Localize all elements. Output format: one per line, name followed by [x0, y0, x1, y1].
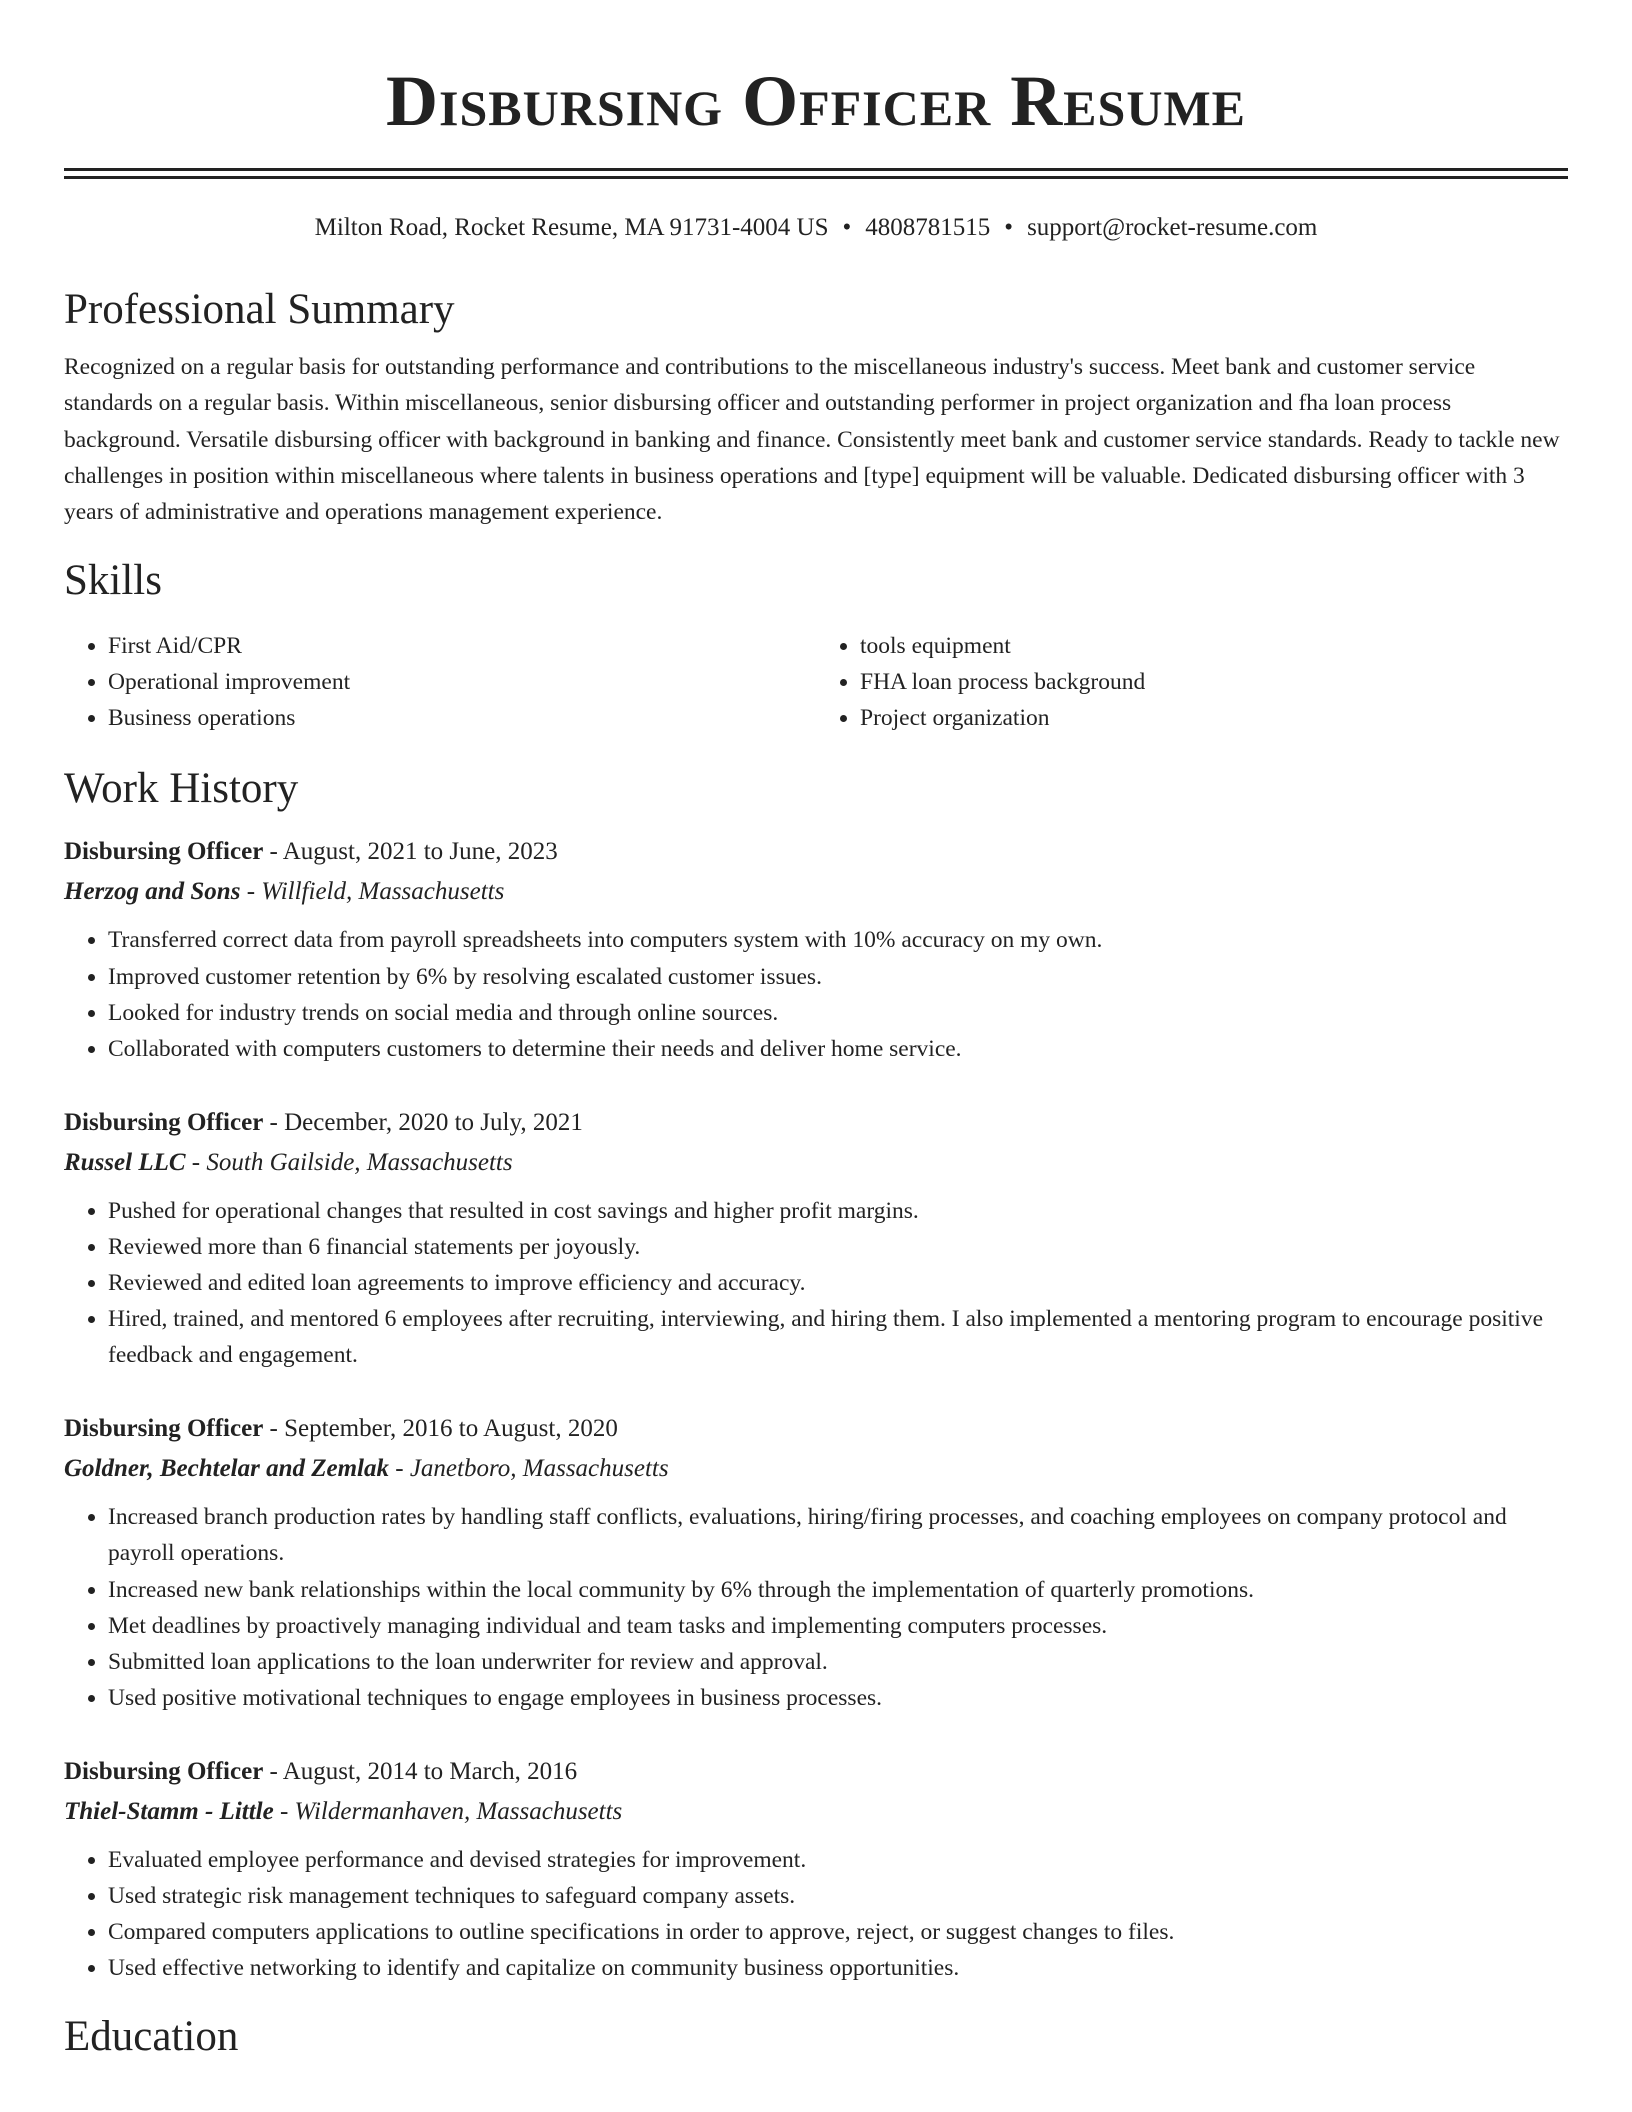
job-bullet: • Used strategic risk management techniques to safeguard company assets.: [108, 1878, 1568, 1914]
job-company-line: [64, 872, 1568, 912]
job-dates: - September, 2016 to August, 2020: [263, 1415, 618, 1443]
job-entry: [64, 1103, 1568, 1373]
job-role: Disbursing Officer: [64, 1415, 264, 1443]
work-history-heading: Work History: [64, 765, 299, 813]
job-location: - Wildermanhaven, Massachusetts: [273, 1797, 623, 1825]
job-bullet: • Used positive motivational techniques to engage employees in business processes.: [108, 1680, 1568, 1716]
skills-list: [64, 628, 1568, 736]
job-location: - Willfield, Massachusetts: [240, 878, 505, 906]
skill-item: • tools equipment: [860, 628, 1568, 664]
skill-item: • First Aid/CPR: [108, 628, 816, 664]
job-entry: [64, 1752, 1568, 1986]
job-bullet: • Collaborated with computers customers to determine their needs and deliver home service.: [108, 1031, 1568, 1067]
job-entry: [64, 832, 1568, 1066]
job-bullet: • Used effective networking to identify and capitalize on community business opportunities.: [108, 1950, 1568, 1986]
title-divider: [64, 168, 1568, 179]
summary-text: Recognized on a regular basis for outstanding performance and contributions to the miscellaneous industry's success. Meet bank and customer service standards on a regular basis. Within miscellaneous, senior disbursing officer and outstanding performer in project organization and fha loan process background. Versatile disbursing officer with background in banking and finance. Consistently meet bank and customer service standards. Ready to tackle new challenges in position within miscellaneous where talents in business operations and [type] equipment will be valuable. Dedicated disbursing officer with 3 years of administrative and operations management experience.: [64, 354, 1560, 526]
job-bullet: • Reviewed more than 6 financial statements per joyously.: [108, 1229, 1568, 1265]
skill-item: • Project organization: [860, 700, 1568, 736]
job-location: - Janetboro, Massachusetts: [389, 1455, 669, 1483]
job-role: Disbursing Officer: [64, 1108, 264, 1136]
skills-heading: Skills: [64, 557, 162, 605]
job-bullets: [64, 1499, 1568, 1716]
job-dates: - December, 2020 to July, 2021: [263, 1108, 583, 1136]
job-bullet: • Submitted loan applications to the loan underwriter for review and approval.: [108, 1644, 1568, 1680]
job-bullet: • Transferred correct data from payroll spreadsheets into computers system with 10% accuracy on my own.: [108, 922, 1568, 958]
job-company-line: [64, 1792, 1568, 1832]
contact-phone: 4808781515: [865, 214, 991, 241]
job-company: Herzog and Sons: [64, 878, 241, 906]
job-company: Thiel-Stamm - Little: [64, 1797, 274, 1825]
job-bullet: • Met deadlines by proactively managing individual and team tasks and implementing computers processes.: [108, 1608, 1568, 1644]
contact-line: [64, 213, 1568, 243]
job-bullet: • Increased branch production rates by handling staff conflicts, evaluations, hiring/firing processes, and coaching employees on company protocol and payroll operations.: [108, 1499, 1568, 1571]
skills-column-left: [64, 628, 816, 736]
summary-heading: Professional Summary: [64, 286, 455, 333]
job-bullet: • Reviewed and edited loan agreements to improve efficiency and accuracy.: [108, 1265, 1568, 1301]
job-bullet: • Looked for industry trends on social media and through online sources.: [108, 995, 1568, 1031]
job-dates: - August, 2021 to June, 2023: [263, 838, 558, 866]
job-bullet: • Hired, trained, and mentored 6 employees after recruiting, interviewing, and hiring them. I also implemented a mentoring program to encourage positive feedback and engagement.: [108, 1301, 1568, 1373]
education-heading: Education: [64, 2013, 239, 2061]
job-title-line: [64, 1103, 1568, 1143]
skills-column-right: [816, 628, 1568, 736]
skill-item: • Operational improvement: [108, 664, 816, 700]
job-company: Goldner, Bechtelar and Zemlak: [64, 1455, 389, 1483]
job-role: Disbursing Officer: [64, 1757, 264, 1785]
job-bullets: [64, 922, 1568, 1066]
skill-item: • FHA loan process background: [860, 664, 1568, 700]
job-location: - South Gailside, Massachusetts: [185, 1148, 513, 1176]
job-bullet: • Improved customer retention by 6% by resolving escalated customer issues.: [108, 959, 1568, 995]
job-bullets: [64, 1842, 1568, 1986]
job-title-line: [64, 832, 1568, 872]
job-role: Disbursing Officer: [64, 838, 264, 866]
contact-separator: •: [1004, 214, 1014, 241]
job-bullet: • Compared computers applications to outline specifications in order to approve, reject, or suggest changes to files.: [108, 1914, 1568, 1950]
job-bullets: [64, 1193, 1568, 1373]
contact-email: support@rocket-resume.com: [1027, 214, 1318, 241]
resume-title: Disbursing Officer Resume: [385, 61, 1246, 141]
job-entry: [64, 1409, 1568, 1716]
job-company: Russel LLC: [64, 1148, 186, 1176]
job-company-line: [64, 1143, 1568, 1183]
job-bullet: • Increased new bank relationships within the local community by 6% through the implementation of quarterly promotions.: [108, 1572, 1568, 1608]
job-company-line: [64, 1449, 1568, 1489]
job-bullet: • Pushed for operational changes that resulted in cost savings and higher profit margins.: [108, 1193, 1568, 1229]
job-dates: - August, 2014 to March, 2016: [263, 1757, 578, 1785]
contact-address: Milton Road, Rocket Resume, MA 91731-4004 US: [314, 214, 829, 241]
contact-separator: •: [842, 214, 852, 241]
job-title-line: [64, 1409, 1568, 1449]
job-bullet: • Evaluated employee performance and devised strategies for improvement.: [108, 1842, 1568, 1878]
job-title-line: [64, 1752, 1568, 1792]
skill-item: • Business operations: [108, 700, 816, 736]
